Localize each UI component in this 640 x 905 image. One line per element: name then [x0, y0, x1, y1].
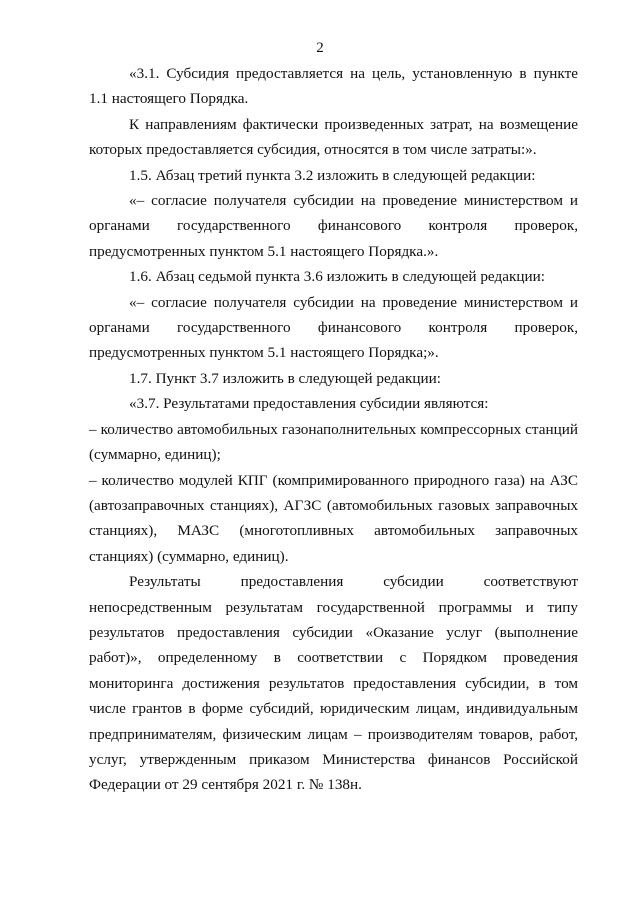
list-item-cng-modules: – количество модулей КПГ (компримированного природного газа) на АЗС (автозаправочных станциях), АГЗС (автомобильных газовых заправочных станциях), МАЗС (многотопливных автомобильных заправочных станциях) (суммарно, единиц). — [89, 471, 578, 565]
paragraph-expense-directions: К направлениям фактически произведенных затрат, на возмещение которых предоставляется субсидия, относятся в том числе затраты:». — [89, 115, 578, 159]
document-body — [89, 61, 578, 798]
paragraph-1-5: 1.5. Абзац третий пункта 3.2 изложить в следующей редакции: — [129, 166, 536, 184]
paragraph-1-6: 1.6. Абзац седьмой пункта 3.6 изложить в следующей редакции: — [129, 268, 545, 286]
page-number: 2 — [316, 40, 324, 56]
paragraph-1-7: 1.7. Пункт 3.7 изложить в следующей редакции: — [129, 369, 442, 387]
paragraph-1-6-quote: «– согласие получателя субсидии на проведение министерством и органами государственного финансового контроля проверок, предусмотренных пунктом 5.1 настоящего Порядка;». — [89, 293, 578, 362]
list-item-compressor-stations: – количество автомобильных газонаполнительных компрессорных станций (суммарно, единиц); — [89, 420, 578, 464]
paragraph-1-5-quote: «– согласие получателя субсидии на проведение министерством и органами государственного финансового контроля проверок, предусмотренных пунктом 5.1 настоящего Порядка.». — [89, 192, 578, 260]
paragraph-3-1: «3.1. Субсидия предоставляется на цель, установленную в пункте 1.1 настоящего Порядка. — [89, 65, 578, 108]
paragraph-results: Результаты предоставления субсидии соответствуют непосредственным результатам государственной программы и типу результатов предоставления субсидии «Оказание услуг (выполнение работ)», определенному в соответствии с Порядком проведения мониторинга достижения результатов предоставления субсидии, в том числе грантов в форме субсидий, юридическим лицам, индивидуальным предпринимателям, физическим лицам – производителям товаров, работ, услуг, утвержденным приказом Министерства финансов Российской Федерации от 29 сентября 2021 г. № 138н. — [89, 573, 578, 794]
paragraph-3-7: «3.7. Результатами предоставления субсидии являются: — [129, 395, 489, 413]
